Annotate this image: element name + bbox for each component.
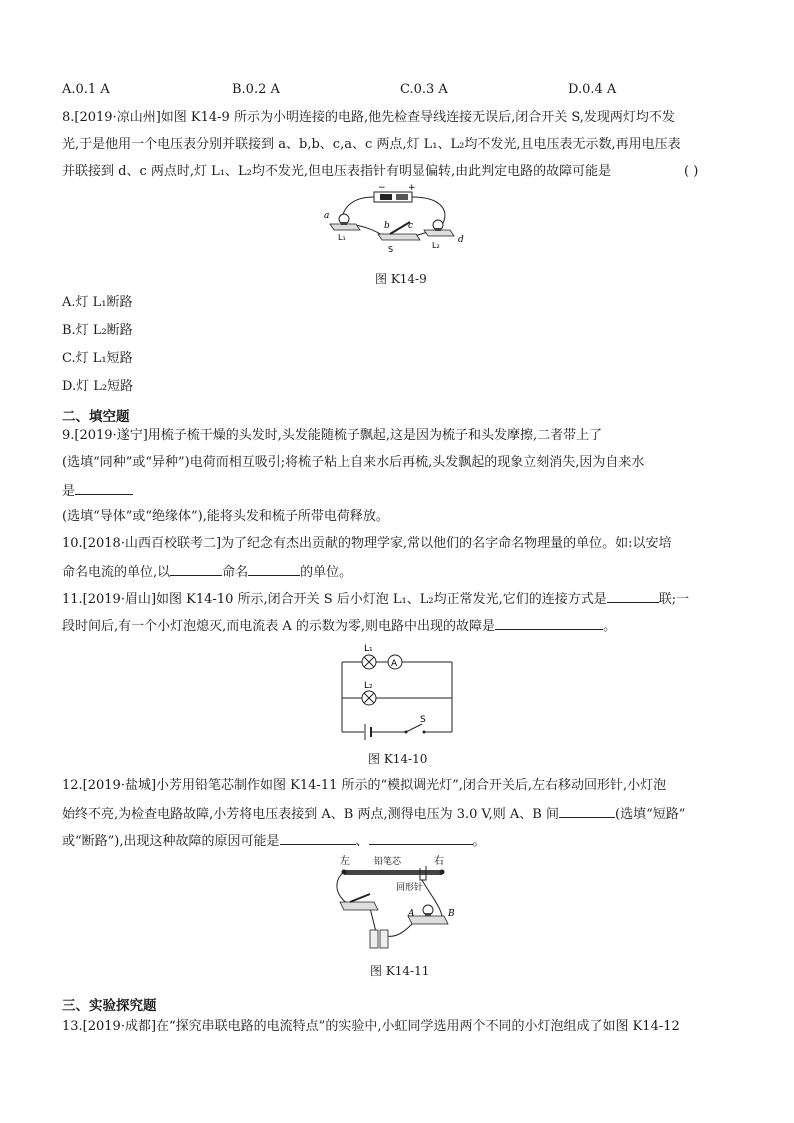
q13-text-line-1: 13.[2019·成都]在“探究串联电路的电流特点”的实验中,小虹同学选用两个不同的小灯泡组成了如图 K14-12 [62, 1019, 680, 1034]
fig9-label-l1: L₁ [338, 233, 346, 242]
q10-text-line-2 [62, 563, 352, 581]
figure-k14-9-caption: 图 K14-9 [375, 272, 427, 286]
q9-line3-prefix: 是 [62, 484, 76, 499]
fig9-label-s: S [388, 245, 394, 254]
fig11-label-clip: 回形针 [396, 883, 424, 893]
q10-blank-1[interactable] [170, 563, 222, 576]
figure-k14-10-caption: 图 K14-10 [368, 752, 428, 766]
q7-option-d: D.0.4 A [568, 82, 617, 97]
section-3-title: 三、实验探究题 [62, 998, 157, 1014]
fig11-label-b: B [448, 909, 455, 919]
fig11-label-lead: 铅笔芯 [374, 857, 402, 867]
fig9-label-l2: L₂ [432, 241, 440, 250]
q12-line3-part-c: 。 [472, 834, 486, 849]
q10-line2-part-a: 命名电流的单位,以 [62, 565, 171, 580]
q7-option-b: B.0.2 A [232, 82, 280, 97]
q11-line1-part-a: 11.[2019·眉山]如图 K14-10 所示,闭合开关 S 后小灯泡 L₁、L₂均正常发光,它们的连接方式是 [62, 592, 607, 607]
q9-text-line-3 [62, 482, 133, 500]
fig11-label-right: 右 [434, 856, 444, 867]
fig9-label-d: d [458, 235, 464, 245]
section-2-title: 二、填空题 [62, 409, 130, 425]
q8-option-b: B.灯 L₂断路 [62, 323, 133, 338]
fig9-label-b: b [384, 221, 390, 231]
q8-text-line-1: 8.[2019·凉山州]如图 K14-9 所示为小明连接的电路,他先检查导线连接无误后,闭合开关 S,发现两灯均不发 [62, 110, 675, 125]
q10-text-line-1: 10.[2018·山西百校联考二]为了纪念有杰出贡献的物理学家,常以他们的名字命名物理量的单位。如:以安培 [62, 536, 672, 551]
figure-k14-9 [322, 184, 472, 256]
q7-option-a: A.0.1 A [62, 82, 110, 97]
q11-blank-1[interactable] [607, 590, 659, 603]
q11-line2-part-b: 。 [603, 619, 617, 634]
q11-text-line-1 [62, 590, 689, 608]
fig10-label-s: S [420, 715, 426, 725]
fig10-label-l2: L₂ [364, 681, 373, 691]
q11-line2-part-a: 段时间后,有一个小灯泡熄灭,而电流表 A 的示数为零,则电路中出现的故障是 [62, 619, 496, 634]
q12-text-line-2 [62, 805, 685, 823]
q12-text-line-1: 12.[2019·盐城]小芳用铅笔芯制作如图 K14-11 所示的“模拟调光灯”,闭合开关后,左右移动回形针,小灯泡 [62, 778, 667, 793]
figure-k14-11 [330, 854, 470, 954]
q9-text-line-4: (选填“导体”或“绝缘体”),能将头发和梳子所带电荷释放。 [62, 509, 389, 524]
q12-line2-part-a: 始终不亮,为检查电路故障,小芳将电压表接到 A、B 两点,测得电压为 3.0 V,则 A、B 间 [62, 807, 559, 822]
q9-text-line-2: (选填“同种”或“异种”)电荷而相互吸引;将梳子粘上自来水后再梳,头发飘起的现象立刻消失,因为自来水 [62, 455, 645, 470]
fig10-label-l1: L₁ [364, 644, 373, 654]
q8-option-a: A.灯 L₁断路 [62, 295, 133, 310]
fig9-label-a: a [324, 211, 330, 221]
q11-blank-2[interactable] [495, 617, 603, 630]
q9-blank-2[interactable] [75, 482, 133, 495]
ammeter-label: A [391, 659, 398, 669]
q9-text-line-1: 9.[2019·遂宁]用梳子梳干燥的头发时,头发能随梳子飘起,这是因为梳子和头发摩擦,二者带上了 [62, 428, 603, 443]
q12-line3-part-a: 或“断路”),出现这种故障的原因可能是 [62, 834, 280, 849]
figure-k14-10 [334, 640, 460, 740]
q12-line3-part-b: 、 [355, 834, 369, 849]
fig9-label-c: c [408, 221, 414, 231]
q10-blank-2[interactable] [248, 563, 300, 576]
q8-answer-paren: ( ) [684, 164, 699, 179]
battery-plus-label: + [408, 184, 416, 193]
q11-line1-part-b: 联;一 [658, 592, 690, 607]
q10-line2-part-c: 的单位。 [300, 565, 353, 580]
q12-line2-part-b: (选填“短路” [615, 807, 686, 822]
q12-blank-1[interactable] [559, 805, 615, 818]
q12-blank-3[interactable] [369, 832, 473, 845]
q12-text-line-3 [62, 832, 486, 850]
q8-text-line-3: 并联接到 d、c 两点时,灯 L₁、L₂均不发光,但电压表指针有明显偏转,由此判定电路的故障可能是 [62, 164, 612, 179]
q7-option-c: C.0.3 A [400, 82, 448, 97]
q8-option-c: C.灯 L₁短路 [62, 351, 133, 366]
q8-text-line-2: 光,于是他用一个电压表分别并联接到 a、b,b、c,a、c 两点,灯 L₁、L₂均不发光,且电压表无示数,再用电压表 [62, 137, 681, 152]
q8-option-d: D.灯 L₂短路 [62, 379, 134, 394]
battery-minus-label: − [378, 184, 386, 193]
q10-line2-part-b: 命名 [222, 565, 249, 580]
fig11-label-left: 左 [340, 856, 350, 867]
figure-k14-11-caption: 图 K14-11 [370, 964, 430, 978]
q11-text-line-2 [62, 617, 616, 635]
q12-blank-2[interactable] [280, 832, 356, 845]
fig11-label-a: A [408, 909, 415, 919]
